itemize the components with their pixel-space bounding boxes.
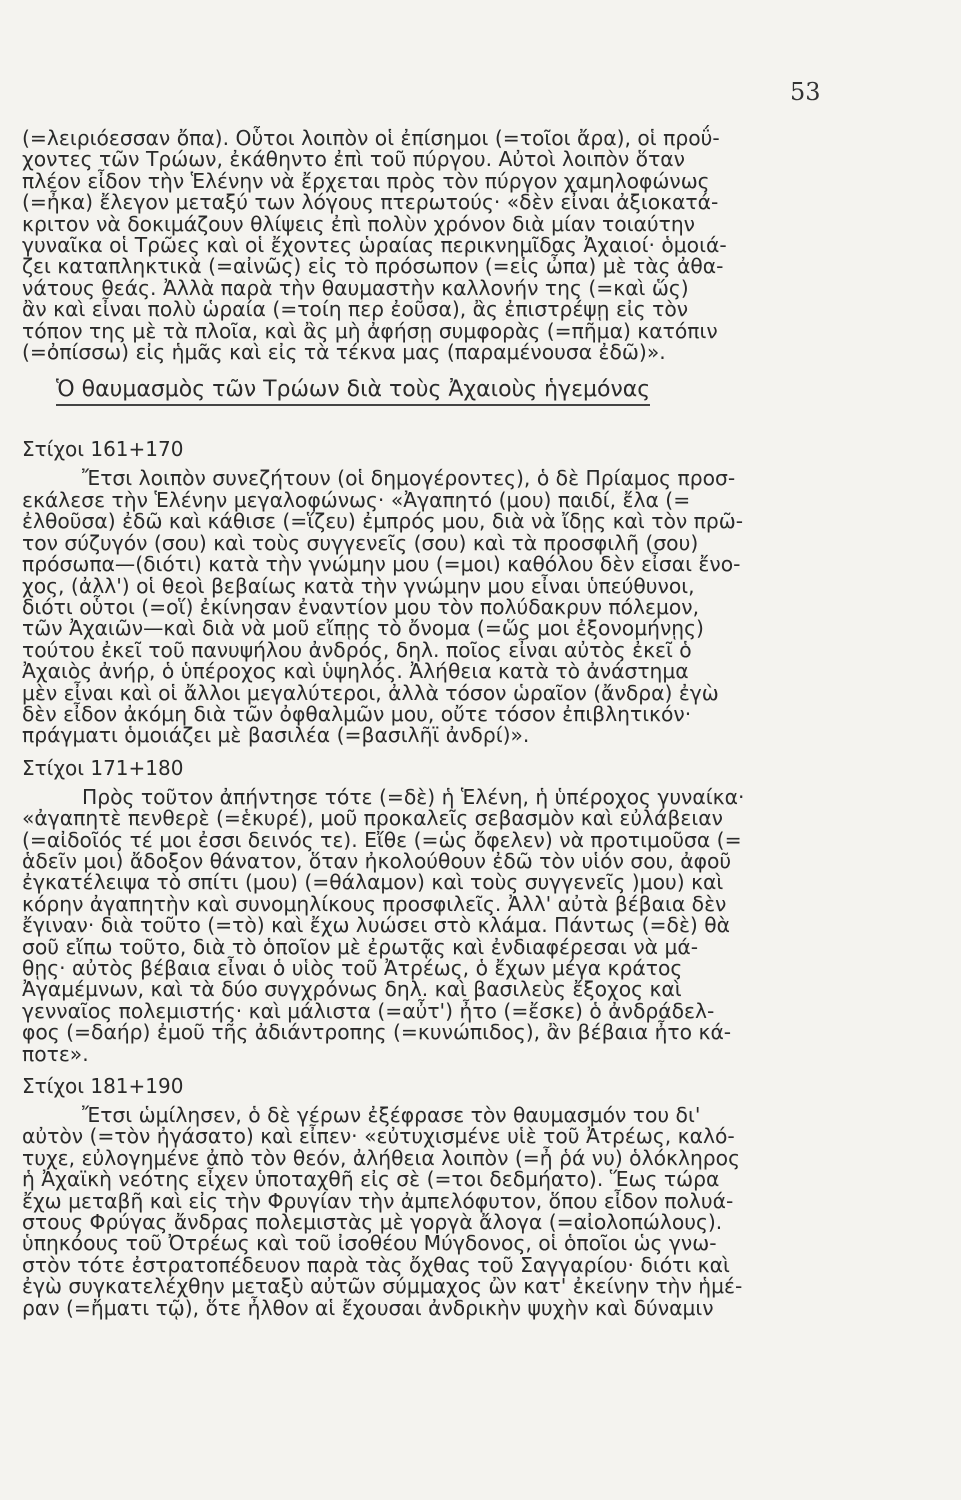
text-line: ποτε». <box>22 1041 89 1066</box>
text-line: νάτους θεάς. Ἀλλὰ παρὰ τὴν θαυμαστὴν καλλονήν της (=καὶ ὥς) <box>22 275 689 300</box>
verse-range-171-180: Στίχοι 171+180 <box>22 755 184 780</box>
text-line: τον σύζυγόν (σου) καὶ τοὺς συγγενεῖς (σου) καὶ τὰ προσφιλῆ (σου) <box>22 530 699 555</box>
text-line: ραν (=ἤματι τῷ), ὅτε ἦλθον αἱ ἔχουσαι ἀνδρικὴν ψυχὴν καὶ δύναμιν <box>22 1295 714 1320</box>
text-line: εκάλεσε τὴν Ἑλένην μεγαλοφώνως· «Ἀγαπητό (μου) παιδί, ἔλα (= <box>22 487 691 512</box>
text-line: ἔχω μεταβῆ καὶ εἰς τὴν Φρυγίαν τὴν ἀμπελόφυτον, ὅπου εἶδον πολυά- <box>22 1188 734 1213</box>
text-line: τούτου ἐκεῖ τοῦ πανυψήλου ἀνδρός, δηλ. ποῖος εἶναι αὐτὸς ἐκεῖ ὁ <box>22 637 692 662</box>
text-line: διότι οὗτοι (=οἵ) ἐκίνησαν ἐναντίον μου τὸν πολύδακρυν πόλεμον, <box>22 594 700 619</box>
text-line: «ἀγαπητὲ πενθερὲ (=ἑκυρέ), μοῦ προκαλεῖς σεβασμὸν καὶ εὐλάβειαν <box>22 806 723 831</box>
text-line: κριτον νὰ δοκιμάζουν θλίψεις ἐπὶ πολὺν χρόνον διὰ μίαν τοιαύτην <box>22 211 696 236</box>
section-heading: Ὁ θαυμασμὸς τῶν Τρώων διὰ τοὺς Ἀχαιοὺς ἡγεμόνας <box>56 377 650 406</box>
verse-range-161-170: Στίχοι 161+170 <box>22 437 184 462</box>
text-line: χοντες τῶν Τρώων, ἐκάθηντο ἐπὶ τοῦ πύργου. Αὐτοὶ λοιπὸν ὅταν <box>22 147 686 172</box>
text-line: τῶν Ἀχαιῶν—καὶ διὰ νὰ μοῦ εἴπῃς τὸ ὄνομα (=ὥς μοι ἐξονομήνῃς) <box>22 616 704 641</box>
text-line: ἐγκατέλειψα τὸ σπίτι (μου) (=θάλαμον) καὶ τοὺς συγγενεῖς )μου) καὶ <box>22 870 724 895</box>
text-line: χος, (ἀλλ') οἱ θεοὶ βεβαίως κατὰ τὴν γνώμην μου εἶναι ὑπεύθυνοι, <box>22 573 695 598</box>
page-number: 53 <box>790 78 821 106</box>
paragraph-2 <box>22 468 827 746</box>
text-line: φος (=δαήρ) ἐμοῦ τῆς ἀδιάντροπης (=κυνώπιδος), ἂν βέβαια ἦτο κά- <box>22 1020 732 1045</box>
text-line: γυναῖκα οἱ Τρῶες καὶ οἱ ἔχοντες ὡραίας περικνημῖδας Ἀχαιοί· ὁμοιά- <box>22 233 727 258</box>
text-line: ἔγιναν· διὰ τοῦτο (=τὸ) καὶ ἔχω λυώσει στὸ κλάμα. Πάντως (=δὲ) θὰ <box>22 913 731 938</box>
text-line: Ἀχαιὸς ἀνήρ, ὁ ὑπέροχος καὶ ὑψηλός. Ἀλήθεια κατὰ τὸ ἀνάστημα <box>22 659 689 684</box>
text-line: μὲν εἶναι καὶ οἱ ἄλλοι μεγαλύτεροι, ἀλλὰ τόσον ὡραῖον (ἄνδρα) ἐγὼ <box>22 680 719 705</box>
text-line: (=ὀπίσσω) εἰς ἡμᾶς καὶ εἰς τὰ τέκνα μας (παραμένουσα ἐδῶ)». <box>22 340 666 365</box>
text-line: (=λειριόεσσαν ὄπα). Οὗτοι λοιπὸν οἱ ἐπίσημοι (=τοῖοι ἄρα), οἱ προΰ- <box>22 126 720 150</box>
text-line: τόπον της μὲ τὰ πλοῖα, καὶ ἂς μὴ ἀφήσῃ συμφορὰς (=πῆμα) κατόπιν <box>22 318 718 343</box>
text-line: ὑπηκόους τοῦ Ὀτρέως καὶ τοῦ ἰσοθέου Μύγδονος, οἱ ὁποῖοι ὡς γνω- <box>22 1231 717 1256</box>
text-line: ἡ Ἀχαϊκὴ νεότης εἶχεν ὑποταχθῆ εἰς σὲ (=τοι δεδμήατο). Ἕως τώρα <box>22 1167 720 1192</box>
text-line: τυχε, εὐλογημένε ἀπὸ τὸν θεόν, ἀλήθεια λοιπὸν (=ἦ ῥά νυ) ὁλόκληρος <box>22 1145 740 1170</box>
text-line: Πρὸς τοῦτον ἀπήντησε τότε (=δὲ) ἡ Ἑλένη, ἡ ὑπέροχος γυναίκα· <box>82 784 745 809</box>
text-line: δὲν εἶδον ἀκόμη διὰ τῶν ὀφθαλμῶν μου, οὔτε τόσον ἐπιβλητικόν· <box>22 701 692 726</box>
verse-range-181-190: Στίχοι 181+190 <box>22 1074 184 1099</box>
text-line: σοῦ εἴπω τοῦτο, διὰ τὸ ὁποῖον μὲ ἐρωτᾷς καὶ ἐνδιαφέρεσαι νὰ μά- <box>22 934 699 959</box>
text-line: πρόσωπα—(διότι) κατὰ τὴν γνώμην μου (=μοι) καθόλου δὲν εἶσαι ἔνο- <box>22 552 741 577</box>
text-line: πλέον εἶδον τὴν Ἑλένην νὰ ἔρχεται πρὸς τὸν πύργον χαμηλοφώνως <box>22 168 710 193</box>
paragraph-4 <box>22 1105 827 1319</box>
text-line: Ἔτσι λοιπὸν συνεζήτουν (οἱ δημογέροντες), ὁ δὲ Πρίαμος προσ- <box>82 466 736 491</box>
text-line: πράγματι ὁμοιάζει μὲ βασιλέα (=βασιλῆϊ ἀνδρί)». <box>22 723 530 748</box>
paragraph-3 <box>22 784 827 1066</box>
text-line: ἐλθοῦσα) ἐδῶ καὶ κάθισε (=ἵζευ) ἐμπρός μου, διὰ νὰ ἴδῃς καὶ τὸν πρῶ- <box>22 509 744 534</box>
paragraph-1 <box>22 128 827 363</box>
text-line: ζει καταπληκτικὰ (=αἰνῶς) εἰς τὸ πρόσωπον (=εἰς ὦπα) μὲ τὰς ἀθα- <box>22 254 724 279</box>
text-line: στὸν τότε ἐστρατοπέδευον παρὰ τὰς ὄχθας τοῦ Σαγγαρίου· διότι καὶ <box>22 1252 730 1277</box>
text-line: αὐτὸν (=τὸν ἠγάσατο) καὶ εἶπεν· «εὐτυχισμένε υἱὲ τοῦ Ἀτρέως, καλό- <box>22 1124 735 1149</box>
text-line: ἂν καὶ εἶναι πολὺ ὡραία (=τοίη περ ἐοῦσα), ἂς ἐπιστρέψῃ εἰς τὸν <box>22 297 689 322</box>
text-line: γενναῖος πολεμιστής· καὶ μάλιστα (=αὖτ') ἦτο (=ἔσκε) ὁ ἀνδράδελ- <box>22 998 715 1023</box>
text-line: ἐγὼ συγκατελέχθην μεταξὺ αὐτῶν σύμμαχος ὢν κατ' ἐκείνην τὴν ἡμέ- <box>22 1274 743 1299</box>
text-line: (=αἰδοῖός τέ μοι ἐσσι δεινός τε). Εἴθε (=ὡς ὄφελεν) νὰ προτιμοῦσα (= <box>22 827 742 852</box>
text-line: θῃς· αὐτὸς βέβαια εἶναι ὁ υἱὸς τοῦ Ἀτρέως, ὁ ἔχων μέγα κράτος <box>22 956 683 980</box>
text-line: Ἀγαμέμνων, καὶ τὰ δύο συγχρόνως δηλ. καὶ βασιλεὺς ἔξοχος καὶ <box>22 977 682 1002</box>
text-line: ἁδεῖν μοι) ἄδοξον θάνατον, ὅταν ἠκολούθουν ἐδῶ τὸν υἱόν σου, ἀφοῦ <box>22 848 732 873</box>
text-line: (=ἦκα) ἔλεγον μεταξύ των λόγους πτερωτούς· «δὲν εἶναι ἀξιοκατά- <box>22 190 719 215</box>
page-content <box>22 128 827 1319</box>
text-line: στους Φρύγας ἄνδρας πολεμιστὰς μὲ γοργὰ ἄλογα (=αἰολοπώλους). <box>22 1210 723 1235</box>
text-line: κόρην ἀγαπητὴν καὶ συνομηλίκους προσφιλεῖς. Ἀλλ' αὐτὰ βέβαια δὲν <box>22 891 727 916</box>
text-line: Ἔτσι ὡμίλησεν, ὁ δὲ γέρων ἐξέφρασε τὸν θαυμασμόν του δι' <box>82 1103 701 1128</box>
